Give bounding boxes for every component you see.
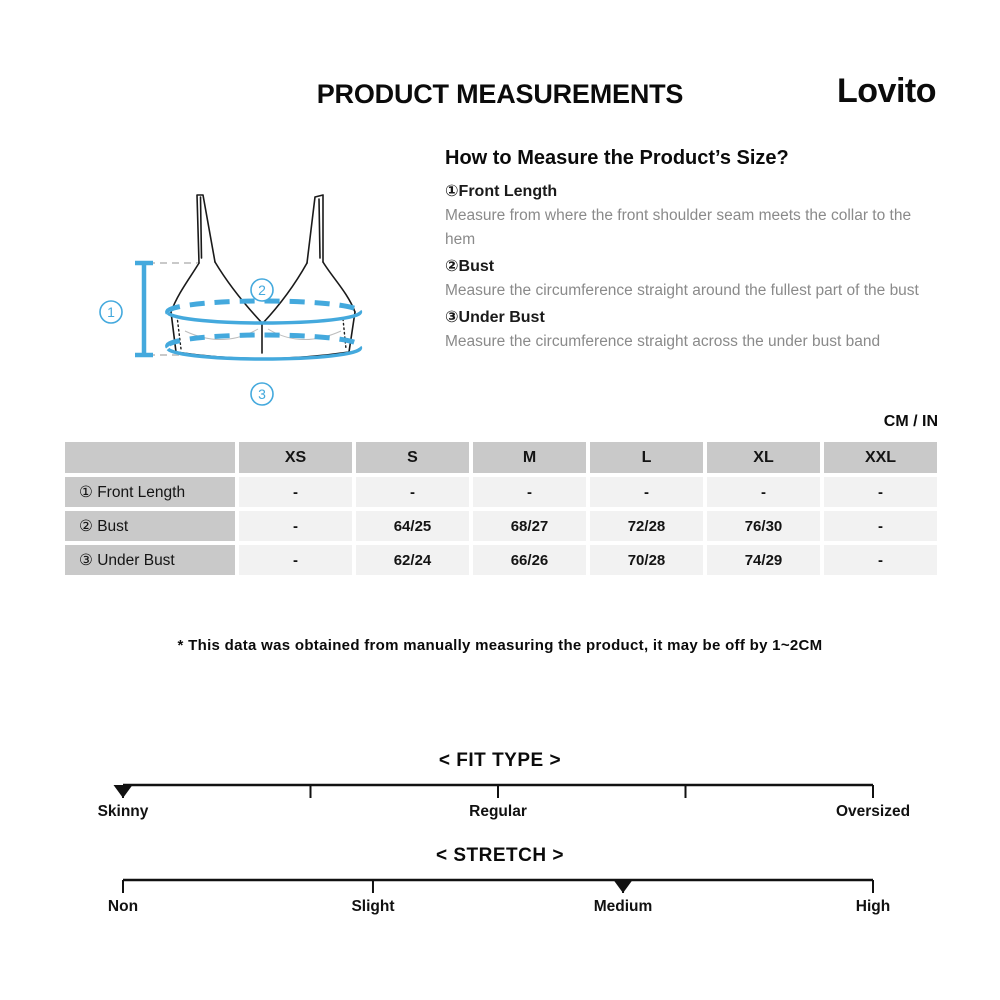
howto-heading: How to Measure the Product’s Size?	[445, 147, 789, 169]
scale-label: High	[855, 898, 891, 915]
diagram-label-under-bust	[251, 383, 273, 405]
svg-text:1: 1	[107, 304, 115, 320]
table-row	[65, 477, 937, 507]
units-label: CM / IN	[883, 413, 938, 430]
size-column-header: L	[590, 442, 703, 473]
size-table-header-row	[65, 442, 937, 473]
size-value-cell: 76/30	[707, 511, 820, 541]
howto-item-bust	[445, 255, 937, 303]
size-value-cell: 68/27	[473, 511, 586, 541]
circled-number: ③	[445, 309, 459, 326]
table-row	[65, 545, 937, 575]
howto-item-title: ②Bust	[445, 258, 495, 275]
size-value-cell: 64/25	[356, 511, 469, 541]
scale-label: Regular	[469, 803, 527, 820]
size-column-header: XXL	[824, 442, 937, 473]
scale-label: Slight	[351, 898, 395, 915]
size-column-header: XL	[707, 442, 820, 473]
table-row	[65, 511, 937, 541]
svg-text:2: 2	[258, 282, 266, 298]
howto-item-title: ③Under Bust	[445, 309, 545, 326]
scale-label: Skinny	[97, 803, 149, 820]
bra-outline	[171, 195, 355, 359]
size-column-header: M	[473, 442, 586, 473]
scale-label: Medium	[593, 898, 653, 915]
howto-section	[445, 147, 937, 354]
howto-item-desc: Measure from where the front shoulder seam meets the collar to the hem	[445, 207, 912, 248]
size-value-cell: -	[824, 545, 937, 575]
scale-marker-icon	[114, 785, 133, 798]
footnote: * This data was obtained from manually measuring the product, it may be off by 1~2CM	[177, 637, 823, 654]
scale-label: Non	[107, 898, 139, 915]
size-column-header: S	[356, 442, 469, 473]
size-value-cell: 70/28	[590, 545, 703, 575]
size-value-cell: 72/28	[590, 511, 703, 541]
howto-item-under-bust	[445, 306, 937, 354]
size-table	[61, 438, 941, 579]
bust-indicator	[168, 301, 361, 323]
brand-logo: Lovito	[837, 72, 936, 110]
size-value-cell: -	[707, 477, 820, 507]
table-corner-cell	[65, 442, 235, 473]
size-value-cell: -	[239, 511, 352, 541]
front-length-indicator	[135, 262, 153, 356]
size-column-header: XS	[239, 442, 352, 473]
measurement-diagram	[90, 150, 430, 420]
size-value-cell: -	[473, 477, 586, 507]
scale-ruler	[0, 869, 1000, 919]
howto-item-title: ①Front Length	[445, 183, 558, 200]
size-value-cell: 74/29	[707, 545, 820, 575]
fit-type-scale	[0, 748, 1000, 824]
scale-title: < STRETCH >	[436, 845, 564, 866]
howto-item-front-length	[445, 180, 937, 252]
svg-text:3: 3	[258, 386, 266, 402]
row-label-cell: ② Bust	[65, 511, 235, 541]
size-value-cell: -	[824, 511, 937, 541]
size-value-cell: -	[356, 477, 469, 507]
scale-title: < FIT TYPE >	[438, 750, 562, 771]
circled-number: ②	[445, 258, 459, 275]
size-value-cell: -	[824, 477, 937, 507]
size-value-cell: -	[239, 477, 352, 507]
page-title: PRODUCT MEASUREMENTS	[316, 79, 684, 109]
howto-item-desc: Measure the circumference straight around the fullest part of the bust	[445, 282, 919, 299]
underbust-indicator	[168, 335, 361, 359]
scale-ruler	[0, 774, 1000, 824]
scale-marker-icon	[614, 880, 633, 893]
row-label-cell: ① Front Length	[65, 477, 235, 507]
size-value-cell: -	[590, 477, 703, 507]
scale-label: Oversized	[835, 803, 911, 820]
circled-number: ①	[445, 183, 459, 200]
size-value-cell: 62/24	[356, 545, 469, 575]
diagram-label-front-length	[100, 301, 122, 323]
stretch-scale	[0, 843, 1000, 919]
row-label-cell: ③ Under Bust	[65, 545, 235, 575]
size-value-cell: 66/26	[473, 545, 586, 575]
howto-item-desc: Measure the circumference straight across the under bust band	[445, 333, 881, 350]
diagram-label-bust	[251, 279, 273, 301]
size-value-cell: -	[239, 545, 352, 575]
